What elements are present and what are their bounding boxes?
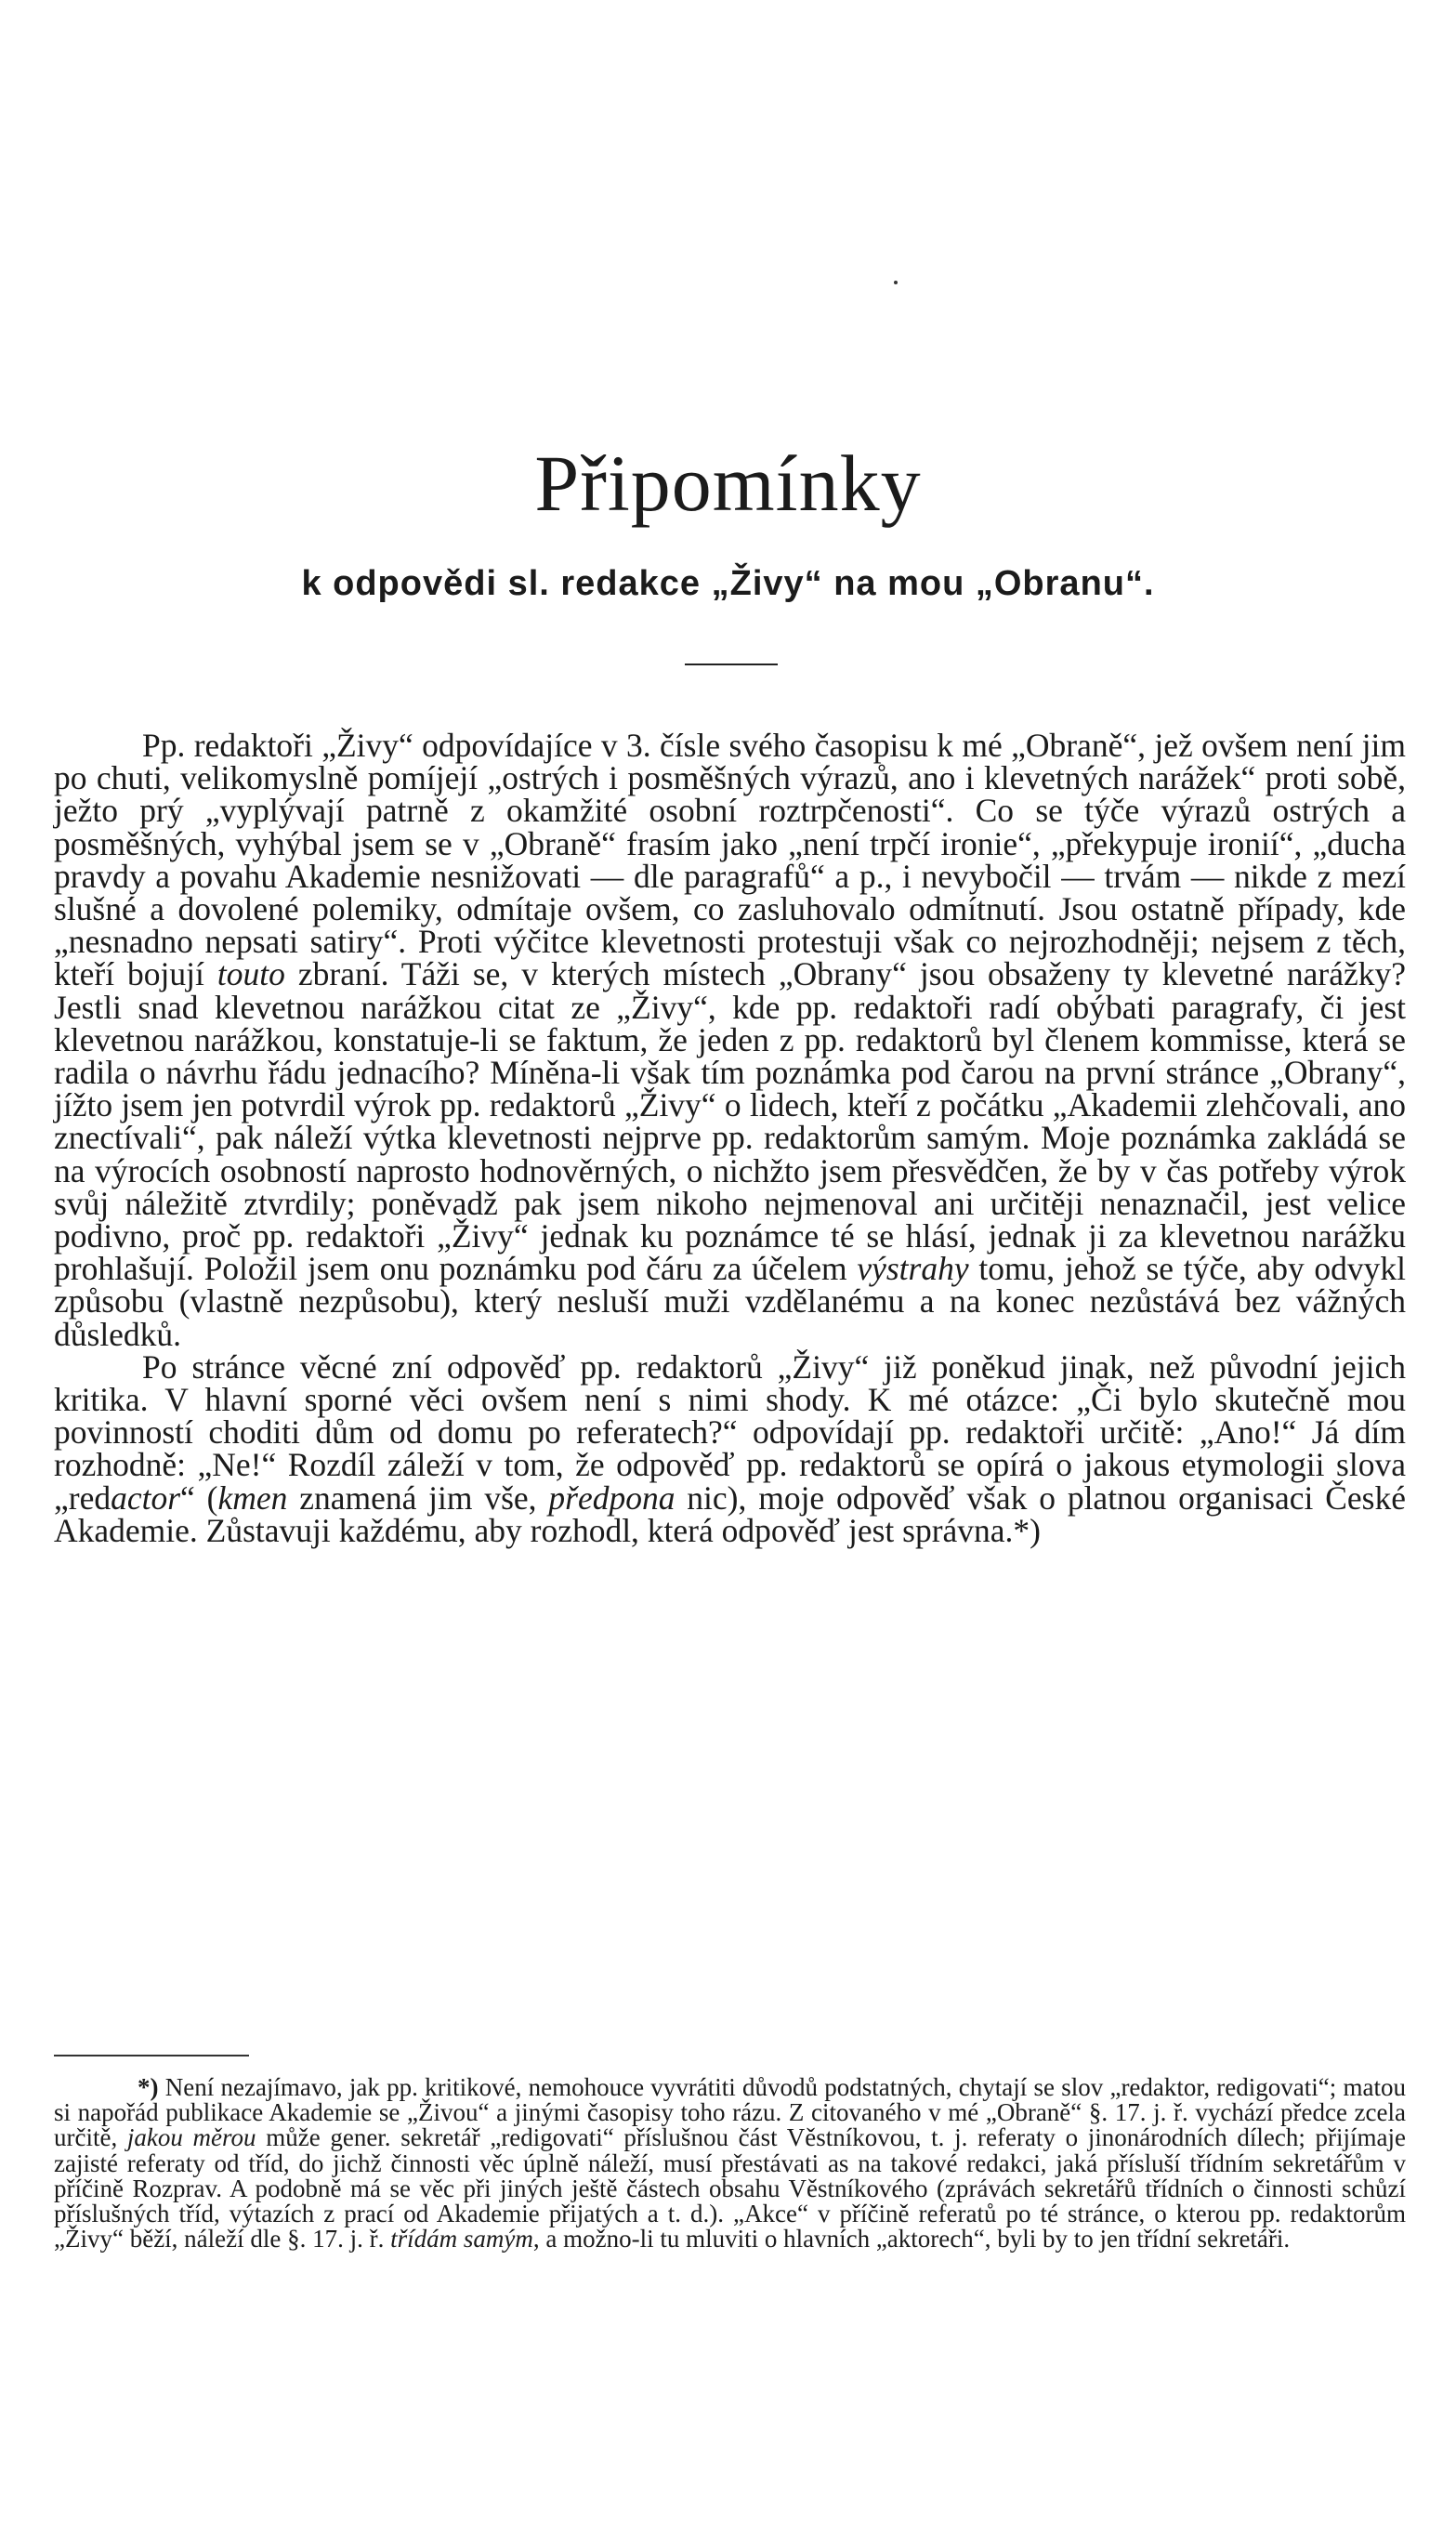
paragraph-2-text-b: “ ( (180, 1478, 218, 1517)
paragraph-2-text-d: nic), moje odpověď však o platnou organisaci České Akademie. Zůstavuji každému, aby rozhodl, která odpověď jest správna.*) (54, 1478, 1406, 1549)
title-divider (685, 664, 778, 665)
paragraph-2-italic-b: kmen (217, 1478, 288, 1517)
footnote-text-b: může gener. sekretář „redigovati“ příslušnou část Věstníkovou, t. j. referaty o jinonárodních dílech; přijímaje zajisté referaty od tříd, do jichž činnosti věc úplně náleží, musí přestávati as na takové redakci, jaká přísluší třídním sekretářům v příčině Rozprav. A podobně má se věc při jiných ještě částech obsahu Věstníkového (zprávách sekretářů třídních o činnosti schůzí příslušných tříd, výtazích z prací od Akademie přijatých a t. d.). „Akce“ v příčině referatů po té stránce, o kterou pp. redaktorům „Živy“ běží, náleží dle §. 17. j. ř. (54, 2123, 1406, 2253)
paragraph-1-text-c: tomu, jehož se týče, aby odvykl způsobu (vlastně nezpůsobu), který nesluší muži vzdělanému a na konec nezůstává bez vážných důsledků. (54, 1250, 1407, 1353)
footnote-text-a: Není nezajímavo, jak pp. kritikové, nemohouce vyvrátiti důvodů podstatných, chytají se slov „redaktor, redigovati“; matou si napořád publikace Akademie se „Živou“ a jinými časopisy toho rázu. Z citovaného v mé „Obraně“ §. 17. j. ř. vychází předce zcela určitě, (54, 2073, 1406, 2152)
footnote-divider (54, 2055, 249, 2056)
article-body (54, 729, 1406, 1547)
footnote (54, 2075, 1406, 2252)
paragraph-2-text-a: Po stránce věcné zní odpověď pp. redaktorů „Živy“ již poněkud jinak, než původní jejich kritika. V hlavní sporné věci ovšem není s nimi shody. K mé otázce: „Či bylo skutečně mou povinností choditi dům od domu po referatech?“ odpovídají pp. redaktoři určitě: „Ano!“ Já dím rozhodně: „Ne!“ Rozdíl záleží v tom, že odpověď pp. redaktorů se opírá o jakous etymologii slova „red (54, 1347, 1406, 1517)
paragraph-1-italic-b: výstrahy (857, 1250, 969, 1288)
paragraph-1-italic-a: touto (216, 955, 285, 993)
footnote-italic-b: třídám samým (390, 2225, 533, 2253)
paragraph-2 (54, 1347, 1406, 1549)
footnote-paragraph (54, 2075, 1406, 2252)
footnote-text-c: , a možno-li tu mluviti o hlavních „aktorech“, byli by to jen třídní sekretáři. (532, 2225, 1291, 2253)
paragraph-2-text-c: znamená jim vše, (287, 1478, 549, 1517)
footnote-marker: *) (138, 2073, 159, 2101)
print-speck (894, 281, 898, 284)
page-title: Připomínky (534, 439, 922, 528)
paragraph-2-italic-c: předpona (548, 1478, 676, 1517)
paragraph-2-italic-a: actor (111, 1478, 181, 1517)
page-subtitle: k odpovědi sl. redakce „Živy“ na mou „Obranu“. (301, 564, 1155, 603)
paragraph-1-text-a: Pp. redaktoři „Živy“ odpovídajíce v 3. čísle svého časopisu k mé „Obraně“, jež ovšem není jim po chuti, velikomyslně pomíjejí „ostrých i posměšných výrazů, ano i klevetných narážek“ proti sobě, ježto prý „vyplývají patrně z okamžité osobní roztrpčenosti“. Co se týče výrazů ostrých a posměšných, vyhýbal jsem se v „Obraně“ frasím jako „není trpčí ironie“, „překypuje ironií“, „ducha pravdy a povahu Akademie nesnižovati — dle paragrafů“ a p., i nevybočil — trvám — nikde z mezí slušné a dovolené polemiky, odmítaje ovšem, co zasluhovalo odmítnutí. Jsou ostatně případy, kde „nesnadno nepsati satiry“. Proti výčitce klevetnosti protestuji však co nejrozhodněji; nejsem z těch, kteří bojují (54, 727, 1406, 993)
footnote-italic-a: jakou měrou (126, 2123, 256, 2152)
paragraph-1-text-b: zbraní. Táži se, v kterých místech „Obrany“ jsou obsaženy ty klevetné narážky? Jestli snad klevetnou narážkou citat ze „Živy“, kde pp. redaktoři radí obýbati paragrafy, či jest klevetnou narážkou, konstatuje-li se faktum, že jeden z pp. redaktorů byl členem kommisse, která se radila o návrhu řádu jednacího? Míněna-li však tím poznámka pod čarou na první stránce „Obrany“, jížto jsem jen potvrdil výrok pp. redaktorů „Živy“ o lidech, kteří z počátku „Akademii zlehčovali, ano znectívali“, pak náleží výtka klevetnosti nejprve pp. redaktorům samým. Moje poznámka zakládá se na výrocích osobností naprosto hodnověrných, o nichžto jsem přesvědčen, že by v čas potřeby výrok svůj náležitě ztvrdily; poněvadž pak jsem nikoho nejmenoval ani určitěji nenaznačil, jest velice podivno, proč pp. redaktoři „Živy“ jednak ku poznámce té se hlásí, jednak ji za klevetnou narážku prohlašují. Položil jsem onu poznámku pod čáru za účelem (54, 955, 1407, 1288)
paragraph-1 (54, 729, 1406, 1351)
